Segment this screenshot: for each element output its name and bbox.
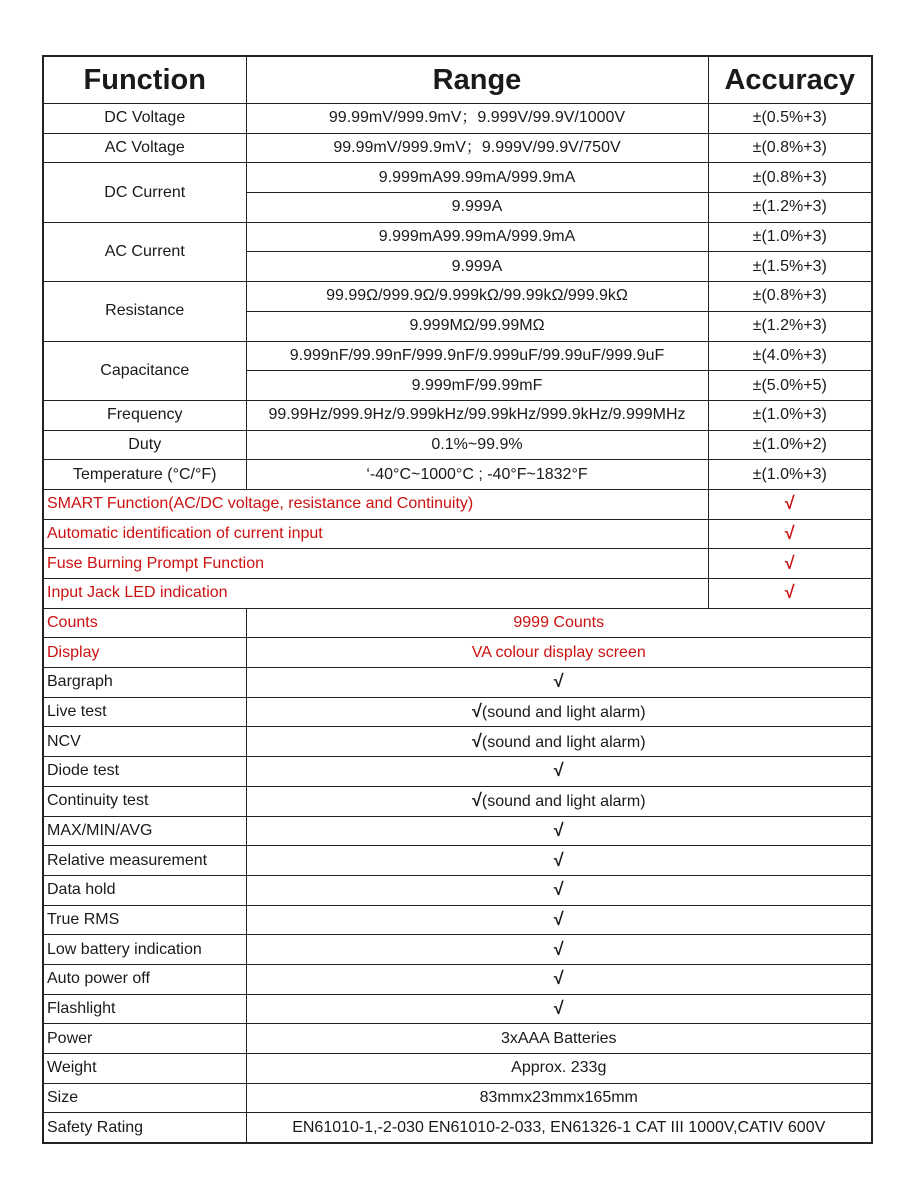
feature-mark-cell: [708, 489, 872, 519]
feature-label: Size: [43, 1083, 246, 1113]
function-cell: Duty: [43, 430, 246, 460]
table-row: [43, 905, 872, 935]
feature-label: True RMS: [43, 905, 246, 935]
table-row: [43, 727, 872, 757]
feature-label: MAX/MIN/AVG: [43, 816, 246, 846]
table-row: [43, 133, 872, 163]
feature-label: Fuse Burning Prompt Function: [43, 549, 708, 579]
feature-value-cell: [246, 668, 872, 698]
range-cell: ‘-40°C~1000°C ; -40°F~1832°F: [246, 460, 708, 490]
feature-label: Diode test: [43, 757, 246, 787]
feature-value: 3xAAA Batteries: [500, 1029, 617, 1047]
feature-label: Automatic identification of current input: [43, 519, 708, 549]
check-icon: √: [471, 701, 482, 722]
feature-label: Display: [43, 638, 246, 668]
table-row: [43, 608, 872, 638]
check-icon: √: [553, 671, 564, 692]
feature-value-cell: [246, 816, 872, 846]
range-cell: 9.999nF/99.99nF/999.9nF/9.999uF/99.99uF/999.9uF: [246, 341, 708, 371]
check-icon: √: [553, 968, 564, 989]
feature-value-cell: [246, 964, 872, 994]
feature-value-cell: [246, 994, 872, 1024]
table-row: [43, 1083, 872, 1113]
function-cell: Frequency: [43, 400, 246, 430]
feature-label: Power: [43, 1024, 246, 1054]
table-row: [43, 222, 872, 252]
header-range: Range: [246, 56, 708, 104]
accuracy-cell: ±(1.5%+3): [708, 252, 872, 282]
feature-value: EN61010-1,-2-030 EN61010-2-033, EN61326-1 CAT III 1000V,CATIV 600V: [292, 1118, 826, 1136]
feature-value-cell: [246, 638, 872, 668]
check-icon: √: [553, 908, 564, 929]
accuracy-cell: ±(1.0%+2): [708, 430, 872, 460]
table-row: [43, 489, 872, 519]
feature-value: 9999 Counts: [513, 614, 605, 632]
check-icon: √: [471, 730, 482, 751]
feature-value-cell: [246, 905, 872, 935]
feature-mark-cell: [708, 579, 872, 609]
feature-label: SMART Function(AC/DC voltage, resistance and Continuity): [43, 489, 708, 519]
range-cell: 99.99Ω/999.9Ω/9.999kΩ/99.99kΩ/999.9kΩ: [246, 282, 708, 312]
table-row: [43, 1024, 872, 1054]
feature-label: Relative measurement: [43, 846, 246, 876]
feature-value-cell: [246, 935, 872, 965]
feature-value-cell: [246, 608, 872, 638]
table-row: [43, 400, 872, 430]
spec-table-body: [43, 56, 872, 1143]
check-icon: √: [784, 493, 795, 514]
function-cell: AC Voltage: [43, 133, 246, 163]
feature-value: (sound and light alarm): [481, 733, 646, 751]
range-cell: 9.999mA99.99mA/999.9mA: [246, 222, 708, 252]
check-icon: √: [784, 582, 795, 603]
feature-label: Safety Rating: [43, 1113, 246, 1143]
table-row: [43, 519, 872, 549]
check-icon: √: [553, 819, 564, 840]
feature-value-cell: [246, 727, 872, 757]
feature-label: Input Jack LED indication: [43, 579, 708, 609]
table-row: [43, 757, 872, 787]
header-accuracy: Accuracy: [708, 56, 872, 104]
function-cell: DC Current: [43, 163, 246, 222]
feature-label: Data hold: [43, 875, 246, 905]
table-row: [43, 460, 872, 490]
range-cell: 9.999A: [246, 193, 708, 223]
check-icon: √: [784, 522, 795, 543]
feature-value-cell: [246, 1024, 872, 1054]
table-row: [43, 1113, 872, 1143]
table-row: [43, 697, 872, 727]
function-cell: Temperature (°C/°F): [43, 460, 246, 490]
range-cell: 99.99Hz/999.9Hz/9.999kHz/99.99kHz/999.9kHz/9.999MHz: [246, 400, 708, 430]
accuracy-cell: ±(0.8%+3): [708, 133, 872, 163]
function-cell: Capacitance: [43, 341, 246, 400]
accuracy-cell: ±(1.0%+3): [708, 400, 872, 430]
range-cell: 99.99mV/999.9mV；9.999V/99.9V/1000V: [246, 104, 708, 134]
table-row: [43, 964, 872, 994]
range-cell: 9.999MΩ/99.99MΩ: [246, 311, 708, 341]
feature-label: Continuity test: [43, 786, 246, 816]
table-row: [43, 579, 872, 609]
table-row: [43, 875, 872, 905]
table-row: [43, 430, 872, 460]
feature-label: Bargraph: [43, 668, 246, 698]
check-icon: √: [471, 790, 482, 811]
header-row: [43, 56, 872, 104]
feature-value-cell: [246, 846, 872, 876]
feature-value-cell: [246, 875, 872, 905]
feature-mark-cell: [708, 519, 872, 549]
table-row: [43, 549, 872, 579]
accuracy-cell: ±(1.2%+3): [708, 311, 872, 341]
feature-value: (sound and light alarm): [481, 704, 646, 722]
accuracy-cell: ±(1.0%+3): [708, 222, 872, 252]
feature-value-cell: [246, 697, 872, 727]
feature-value: Approx. 233g: [511, 1059, 607, 1077]
feature-value-cell: [246, 1054, 872, 1084]
range-cell: 9.999mA99.99mA/999.9mA: [246, 163, 708, 193]
function-cell: DC Voltage: [43, 104, 246, 134]
range-cell: 99.99mV/999.9mV；9.999V/99.9V/750V: [246, 133, 708, 163]
check-icon: √: [553, 997, 564, 1018]
function-cell: Resistance: [43, 282, 246, 341]
table-row: [43, 282, 872, 312]
feature-value-cell: [246, 1113, 872, 1143]
feature-value: (sound and light alarm): [481, 793, 646, 811]
table-row: [43, 935, 872, 965]
feature-label: Auto power off: [43, 964, 246, 994]
range-cell: 9.999A: [246, 252, 708, 282]
header-function: Function: [43, 56, 246, 104]
range-cell: 9.999mF/99.99mF: [246, 371, 708, 401]
table-row: [43, 163, 872, 193]
feature-label: Counts: [43, 608, 246, 638]
check-icon: √: [784, 552, 795, 573]
table-row: [43, 1054, 872, 1084]
accuracy-cell: ±(5.0%+5): [708, 371, 872, 401]
feature-value: VA colour display screen: [471, 643, 646, 661]
feature-label: Flashlight: [43, 994, 246, 1024]
table-row: [43, 104, 872, 134]
table-row: [43, 668, 872, 698]
table-row: [43, 638, 872, 668]
feature-label: Live test: [43, 697, 246, 727]
feature-value-cell: [246, 786, 872, 816]
accuracy-cell: ±(4.0%+3): [708, 341, 872, 371]
feature-value-cell: [246, 1083, 872, 1113]
accuracy-cell: ±(1.2%+3): [708, 193, 872, 223]
check-icon: √: [553, 760, 564, 781]
accuracy-cell: ±(0.5%+3): [708, 104, 872, 134]
feature-label: NCV: [43, 727, 246, 757]
feature-label: Weight: [43, 1054, 246, 1084]
accuracy-cell: ±(1.0%+3): [708, 460, 872, 490]
accuracy-cell: ±(0.8%+3): [708, 163, 872, 193]
check-icon: √: [553, 849, 564, 870]
feature-value-cell: [246, 757, 872, 787]
feature-mark-cell: [708, 549, 872, 579]
range-cell: 0.1%~99.9%: [246, 430, 708, 460]
feature-label: Low battery indication: [43, 935, 246, 965]
check-icon: √: [553, 879, 564, 900]
feature-value: 83mmx23mmx165mm: [479, 1089, 638, 1107]
table-row: [43, 816, 872, 846]
table-row: [43, 341, 872, 371]
table-row: [43, 786, 872, 816]
table-row: [43, 994, 872, 1024]
spec-table: [42, 55, 873, 1144]
function-cell: AC Current: [43, 222, 246, 281]
check-icon: √: [553, 938, 564, 959]
accuracy-cell: ±(0.8%+3): [708, 282, 872, 312]
table-row: [43, 846, 872, 876]
